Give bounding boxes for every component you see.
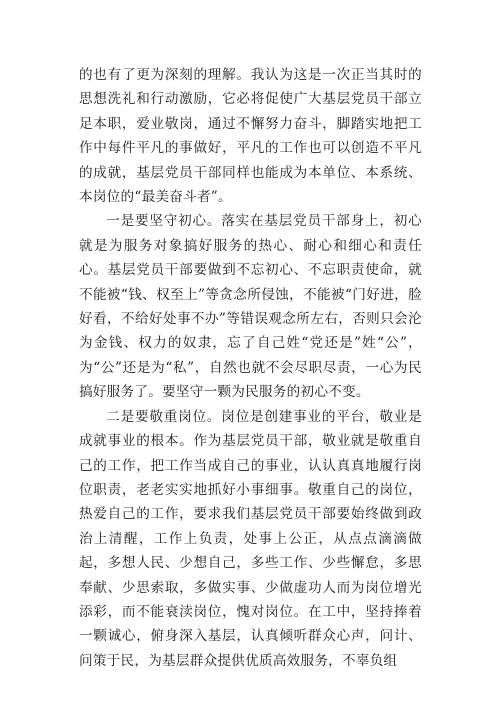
paragraph-intro: 的也有了更为深刻的理解。我认为这是一次正当其时的思想洗礼和行动激励，它必将促使广大基层党员干部立足本职，爱业敬岗，通过不懈努力奋斗，脚踏实地把工作中每件平凡的事做好，平凡的工作也可以创造不平凡的成就，基层党员干部同样也能成为本单位、本系统、本岗位的“最美奋斗者”。 [79,67,422,206]
document-body [79,63,422,673]
paragraph-respect-position: 二是要敬重岗位。岗位是创建事业的平台，敬业是成就事业的根本。作为基层党员干部，敬业就是敬重自己的工作，把工作当成自己的事业，认认真真地履行岗位职责，老老实实地抓好小事细事。敬重自己的岗位，热爱自己的工作，要求我们基层党员干部要始终做到政治上清醒，工作上负责，处事上公正，从点点滴滴做起，多想人民、少想自己，多些工作、少些懈怠，多思奉献、少思索取，多做实事、少做虚功人而为岗位增光添彩，而不能衰渎岗位，愧对岗位。在工中，坚持捧着一颗诚心，俯身深入基层，认真倾听群众心声，问计、问策于民，为基层群众提供优质高效服务，不辜负组 [79,408,422,669]
paragraph-keep-original-aspiration: 一是要坚守初心。落实在基层党员干部身上，初心就是为服务对象搞好服务的热心、耐心和细心和责任心。基层党员干部要做到不忘初心、不忘职责使命，就不能被“钱、权至上”等贪念所侵蚀，不能被“门好进，脸好看，不给好处事不办”等错误观念所左右，否则只会沦为金钱、权力的奴隶，忘了自己姓“党还是”姓“公”，为“公”还是为“私”，自然也就不会尽职尽责，一心为民搞好服务了。要坚守一颗为民服务的初心不变。 [79,213,422,401]
